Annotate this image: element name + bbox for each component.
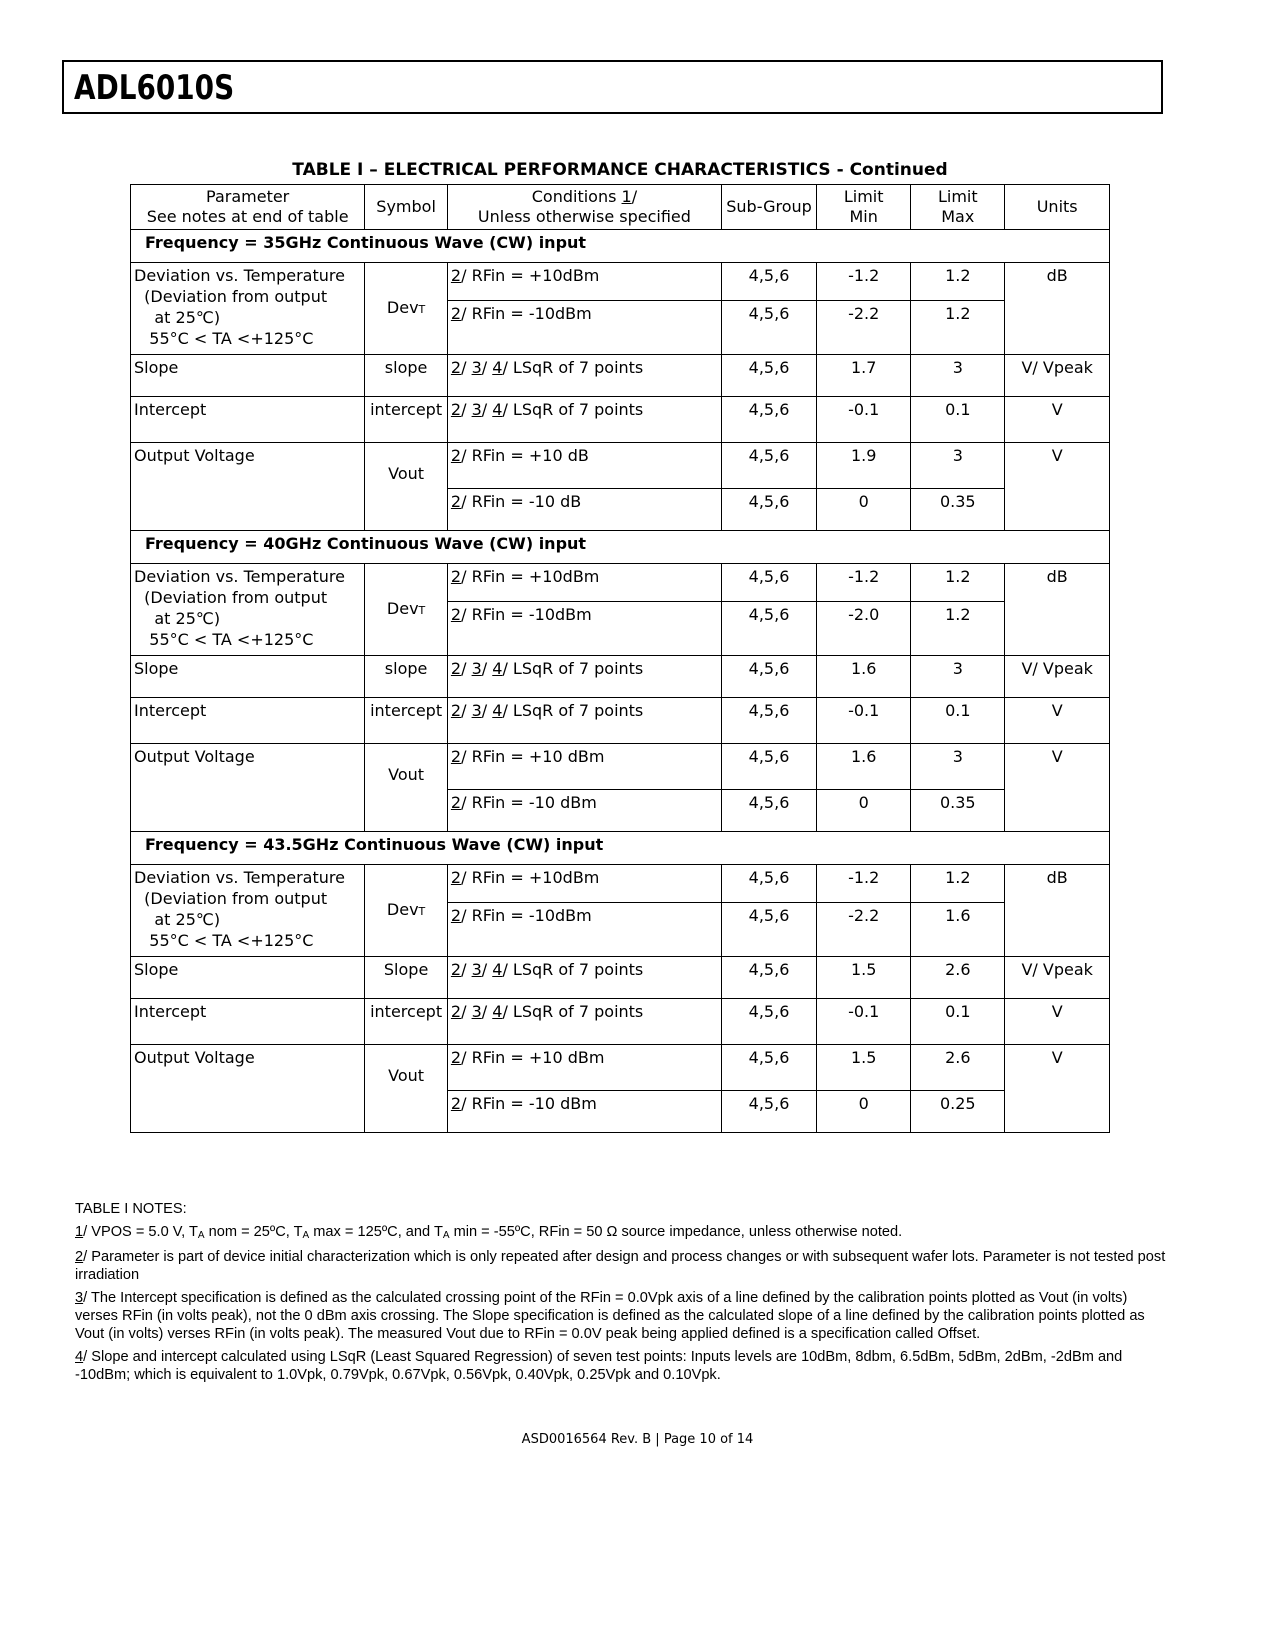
note-ref: 4 xyxy=(492,1002,503,1021)
note-ref-slash: / xyxy=(481,659,493,678)
symbol-text: Dev xyxy=(386,599,419,618)
subgroup-cell: 4,5,6 xyxy=(721,1091,816,1133)
param-output-voltage: Output Voltage xyxy=(131,443,365,531)
param-slope: Slope xyxy=(131,656,365,698)
note-text: nom = 25ºC, T xyxy=(204,1224,303,1240)
param-intercept: Intercept xyxy=(131,397,365,443)
limit-min-cell: -0.1 xyxy=(817,397,911,443)
note-ref-slash: / xyxy=(502,701,508,720)
limit-max-cell: 0.35 xyxy=(911,489,1005,531)
limit-max-cell: 0.35 xyxy=(911,790,1005,832)
symbol-vout: Vout xyxy=(365,744,448,832)
note-ref-slash: / xyxy=(461,868,467,887)
table-row xyxy=(131,397,1110,443)
symbol-subscript: T xyxy=(418,604,426,617)
col-header-limit-min xyxy=(817,185,911,230)
symbol-devt xyxy=(365,564,448,656)
table-row xyxy=(131,957,1110,999)
condition-cell xyxy=(447,957,721,999)
note-text: max = 125ºC, and T xyxy=(309,1224,443,1240)
subgroup-cell: 4,5,6 xyxy=(721,355,816,397)
table-row xyxy=(131,999,1110,1045)
subgroup-cell: 4,5,6 xyxy=(721,489,816,531)
note-ref: 2 xyxy=(450,747,462,766)
param-deviation: Deviation vs. Temperature (Deviation from output at 25℃) 55°C < TA <+125°C xyxy=(131,263,365,355)
subgroup-cell: 4,5,6 xyxy=(721,865,816,903)
symbol-devt xyxy=(365,865,448,957)
note-subscript: A xyxy=(197,1230,205,1241)
condition-cell xyxy=(447,564,721,602)
conditions-label: Conditions xyxy=(531,187,622,206)
note-ref-slash: / xyxy=(481,358,493,377)
col-header-parameter xyxy=(131,185,365,230)
limit-max-cell: 0.1 xyxy=(911,999,1005,1045)
note-ref-slash: / xyxy=(461,906,467,925)
symbol-slope: slope xyxy=(365,656,448,698)
note-item xyxy=(75,1289,1170,1343)
condition-text: LSqR of 7 points xyxy=(507,659,644,678)
note-ref: 2 xyxy=(450,960,462,979)
note-ref-slash: / xyxy=(461,793,467,812)
subgroup-cell: 4,5,6 xyxy=(721,999,816,1045)
note-ref: 2 xyxy=(450,701,462,720)
condition-cell xyxy=(447,602,721,656)
param-intercept: Intercept xyxy=(131,999,365,1045)
limit-max-cell: 3 xyxy=(911,355,1005,397)
symbol-text: Dev xyxy=(386,900,419,919)
symbol-intercept: intercept xyxy=(365,698,448,744)
limit-min-cell: 0 xyxy=(817,489,911,531)
condition-text: LSqR of 7 points xyxy=(507,960,644,979)
note-ref: 2 xyxy=(450,400,462,419)
table-row xyxy=(131,443,1110,489)
symbol-intercept: intercept xyxy=(365,999,448,1045)
table-notes xyxy=(75,1200,1170,1384)
table-header-row xyxy=(131,185,1110,230)
note-ref-slash: / xyxy=(502,1002,508,1021)
limit-max-cell: 2.6 xyxy=(911,957,1005,999)
condition-cell xyxy=(447,999,721,1045)
limit-min-cell: -0.1 xyxy=(817,999,911,1045)
note-ref: 2 xyxy=(450,793,462,812)
limit-min-cell: 1.6 xyxy=(817,744,911,790)
note-ref-slash: / xyxy=(461,358,472,377)
subgroup-cell: 4,5,6 xyxy=(721,301,816,355)
section-title: Frequency = 43.5GHz Continuous Wave (CW) input xyxy=(131,832,1110,865)
symbol-subscript: T xyxy=(418,905,426,918)
note-ref: 2 xyxy=(450,1048,462,1067)
condition-cell xyxy=(447,656,721,698)
note-ref-slash: / xyxy=(461,266,467,285)
note-number: 3 xyxy=(75,1290,84,1306)
note-text: / Slope and intercept calculated using LSqR (Least Squared Regression) of seven test points: Inputs levels are 10dBm, 8dbm, 6.5dBm, 5dBm, 2dBm, -2dBm and -10dBm; which is equivalent to 1.0Vpk, 0.79Vpk, 0.67Vpk, 0.56Vpk, 0.40Vpk, 0.25Vpk and 0.10Vpk. xyxy=(75,1349,1123,1383)
units-cell: V xyxy=(1005,999,1110,1045)
note-item xyxy=(75,1223,1170,1243)
table-body xyxy=(131,230,1110,1133)
note-ref: 2 xyxy=(450,266,462,285)
note-ref: 2 xyxy=(450,304,462,323)
part-number: ADL6010S xyxy=(74,68,235,108)
note-ref: 3 xyxy=(471,400,482,419)
note-subscript: A xyxy=(302,1230,310,1241)
subgroup-cell: 4,5,6 xyxy=(721,443,816,489)
note-ref: 4 xyxy=(492,701,503,720)
condition-cell xyxy=(447,744,721,790)
col-header-limit-max-line2: Max xyxy=(941,207,975,226)
col-header-conditions xyxy=(447,185,721,230)
section-title: Frequency = 40GHz Continuous Wave (CW) input xyxy=(131,531,1110,564)
col-header-subgroup: Sub-Group xyxy=(721,185,816,230)
table-row xyxy=(131,263,1110,301)
condition-cell xyxy=(447,865,721,903)
limit-min-cell: 1.7 xyxy=(817,355,911,397)
note-ref: 2 xyxy=(450,906,462,925)
condition-cell xyxy=(447,301,721,355)
subgroup-cell: 4,5,6 xyxy=(721,564,816,602)
note-ref: 2 xyxy=(450,605,462,624)
note-ref: 2 xyxy=(450,567,462,586)
note-ref-slash: / xyxy=(461,400,472,419)
note-ref: 3 xyxy=(471,1002,482,1021)
symbol-text: Dev xyxy=(386,298,419,317)
note-number: 2 xyxy=(75,1249,84,1265)
col-header-limit-max xyxy=(911,185,1005,230)
param-intercept: Intercept xyxy=(131,698,365,744)
limit-min-cell: -2.0 xyxy=(817,602,911,656)
note-ref-slash: / xyxy=(461,492,467,511)
note-ref-slash: / xyxy=(502,960,508,979)
units-cell: V xyxy=(1005,1045,1110,1133)
table-row xyxy=(131,698,1110,744)
param-output-voltage: Output Voltage xyxy=(131,744,365,832)
units-cell: V/ Vpeak xyxy=(1005,957,1110,999)
note-ref: 2 xyxy=(450,446,462,465)
note-ref-slash: / xyxy=(461,1048,467,1067)
units-cell: V xyxy=(1005,698,1110,744)
table-row xyxy=(131,865,1110,903)
note-ref-slash: / xyxy=(461,747,467,766)
table-row xyxy=(131,1045,1110,1091)
note-ref-slash: / xyxy=(481,701,493,720)
note-number: 1 xyxy=(75,1224,84,1240)
col-header-conditions-line1 xyxy=(451,187,718,207)
col-header-limit-min-line1: Limit xyxy=(843,187,884,206)
param-output-voltage: Output Voltage xyxy=(131,1045,365,1133)
note-ref-slash: / xyxy=(461,567,467,586)
limit-max-cell: 2.6 xyxy=(911,1045,1005,1091)
condition-cell xyxy=(447,1045,721,1091)
section-row xyxy=(131,230,1110,263)
limit-max-cell: 1.6 xyxy=(911,903,1005,957)
subgroup-cell: 4,5,6 xyxy=(721,744,816,790)
note-ref-slash: / xyxy=(461,304,467,323)
note-ref-slash: / xyxy=(481,400,493,419)
section-title: Frequency = 35GHz Continuous Wave (CW) input xyxy=(131,230,1110,263)
note-ref: 3 xyxy=(471,358,482,377)
table-row xyxy=(131,744,1110,790)
table-row xyxy=(131,564,1110,602)
units-cell: dB xyxy=(1005,263,1110,355)
limit-max-cell: 0.1 xyxy=(911,698,1005,744)
table-row xyxy=(131,656,1110,698)
note-ref: 2 xyxy=(450,659,462,678)
condition-cell xyxy=(447,443,721,489)
condition-text: RFin = -10dBm xyxy=(466,304,592,323)
condition-text: LSqR of 7 points xyxy=(507,358,644,377)
condition-text: RFin = -10 dBm xyxy=(466,1094,597,1113)
units-cell: V xyxy=(1005,744,1110,832)
section-row xyxy=(131,832,1110,865)
condition-text: RFin = -10 dB xyxy=(466,492,582,511)
limit-min-cell: -1.2 xyxy=(817,263,911,301)
conditions-note-ref: 1 xyxy=(621,187,632,206)
note-ref-slash: / xyxy=(502,358,508,377)
note-ref: 3 xyxy=(471,701,482,720)
condition-cell xyxy=(447,355,721,397)
note-ref-slash: / xyxy=(461,701,472,720)
note-ref: 2 xyxy=(450,1002,462,1021)
limit-min-cell: 0 xyxy=(817,1091,911,1133)
condition-text: LSqR of 7 points xyxy=(507,400,644,419)
limit-min-cell: -2.2 xyxy=(817,301,911,355)
note-text: / VPOS = 5.0 V, T xyxy=(83,1224,198,1240)
note-ref: 2 xyxy=(450,492,462,511)
limit-min-cell: 1.5 xyxy=(817,1045,911,1091)
note-ref-slash: / xyxy=(461,605,467,624)
note-ref-slash: / xyxy=(461,659,472,678)
units-cell: V/ Vpeak xyxy=(1005,355,1110,397)
units-cell: V xyxy=(1005,443,1110,531)
condition-text: RFin = -10dBm xyxy=(466,906,592,925)
note-number: 4 xyxy=(75,1349,84,1365)
limit-min-cell: 1.6 xyxy=(817,656,911,698)
condition-text: RFin = -10 dBm xyxy=(466,793,597,812)
condition-text: LSqR of 7 points xyxy=(507,1002,644,1021)
col-header-limit-max-line1: Limit xyxy=(937,187,978,206)
condition-cell xyxy=(447,263,721,301)
subgroup-cell: 4,5,6 xyxy=(721,263,816,301)
condition-text: RFin = +10 dBm xyxy=(466,747,605,766)
limit-min-cell: 1.9 xyxy=(817,443,911,489)
limit-max-cell: 1.2 xyxy=(911,263,1005,301)
condition-text: RFin = +10dBm xyxy=(466,868,600,887)
condition-text: RFin = -10dBm xyxy=(466,605,592,624)
symbol-vout: Vout xyxy=(365,1045,448,1133)
col-header-parameter-line2: See notes at end of table xyxy=(146,207,349,226)
condition-text: RFin = +10dBm xyxy=(466,567,600,586)
limit-max-cell: 3 xyxy=(911,656,1005,698)
notes-title: TABLE I NOTES: xyxy=(75,1201,187,1217)
note-ref-slash: / xyxy=(461,446,467,465)
note-item xyxy=(75,1348,1170,1384)
performance-table xyxy=(130,184,1110,1133)
condition-cell xyxy=(447,397,721,443)
note-ref-slash: / xyxy=(461,1094,467,1113)
limit-min-cell: -0.1 xyxy=(817,698,911,744)
limit-max-cell: 0.25 xyxy=(911,1091,1005,1133)
header-box xyxy=(62,60,1163,114)
limit-min-cell: -2.2 xyxy=(817,903,911,957)
col-header-parameter-line1: Parameter xyxy=(206,187,290,206)
limit-max-cell: 3 xyxy=(911,443,1005,489)
note-ref: 4 xyxy=(492,358,503,377)
subgroup-cell: 4,5,6 xyxy=(721,698,816,744)
limit-max-cell: 1.2 xyxy=(911,602,1005,656)
note-ref: 4 xyxy=(492,400,503,419)
note-text: / Parameter is part of device initial characterization which is only repeated after design and process changes or with subsequent wafer lots. Parameter is not tested post irradiation xyxy=(75,1249,1166,1283)
limit-max-cell: 0.1 xyxy=(911,397,1005,443)
note-ref: 2 xyxy=(450,1094,462,1113)
symbol-slope: Slope xyxy=(365,957,448,999)
param-slope: Slope xyxy=(131,355,365,397)
subgroup-cell: 4,5,6 xyxy=(721,1045,816,1091)
limit-min-cell: 0 xyxy=(817,790,911,832)
col-header-units: Units xyxy=(1005,185,1110,230)
subgroup-cell: 4,5,6 xyxy=(721,790,816,832)
units-cell: V/ Vpeak xyxy=(1005,656,1110,698)
param-slope: Slope xyxy=(131,957,365,999)
limit-min-cell: -1.2 xyxy=(817,564,911,602)
table-row xyxy=(131,355,1110,397)
param-deviation: Deviation vs. Temperature (Deviation from output at 25℃) 55°C < TA <+125°C xyxy=(131,865,365,957)
limit-max-cell: 1.2 xyxy=(911,301,1005,355)
note-ref-slash: / xyxy=(502,659,508,678)
note-ref: 3 xyxy=(471,960,482,979)
note-text: min = -55ºC, RFin = 50 Ω source impedance, unless otherwise noted. xyxy=(449,1224,903,1240)
note-ref: 3 xyxy=(471,659,482,678)
col-header-conditions-line2: Unless otherwise specified xyxy=(477,207,691,226)
subgroup-cell: 4,5,6 xyxy=(721,957,816,999)
note-ref-slash: / xyxy=(461,1002,472,1021)
note-ref-slash: / xyxy=(481,960,493,979)
table-title: TABLE I – ELECTRICAL PERFORMANCE CHARACTERISTICS - Continued xyxy=(292,160,948,180)
condition-cell xyxy=(447,903,721,957)
limit-min-cell: -1.2 xyxy=(817,865,911,903)
col-header-symbol: Symbol xyxy=(365,185,448,230)
symbol-vout: Vout xyxy=(365,443,448,531)
symbol-subscript: T xyxy=(418,303,426,316)
note-ref: 2 xyxy=(450,358,462,377)
symbol-intercept: intercept xyxy=(365,397,448,443)
subgroup-cell: 4,5,6 xyxy=(721,903,816,957)
limit-max-cell: 3 xyxy=(911,744,1005,790)
param-deviation: Deviation vs. Temperature (Deviation from output at 25℃) 55°C < TA <+125°C xyxy=(131,564,365,656)
note-ref-slash: / xyxy=(502,400,508,419)
page-footer: ASD0016564 Rev. B | Page 10 of 14 xyxy=(521,1432,754,1447)
note-ref-slash: / xyxy=(481,1002,493,1021)
symbol-slope: slope xyxy=(365,355,448,397)
limit-min-cell: 1.5 xyxy=(817,957,911,999)
subgroup-cell: 4,5,6 xyxy=(721,602,816,656)
condition-cell xyxy=(447,489,721,531)
condition-cell xyxy=(447,698,721,744)
note-subscript: A xyxy=(442,1230,450,1241)
condition-text: RFin = +10 dB xyxy=(466,446,589,465)
col-header-limit-min-line2: Min xyxy=(849,207,878,226)
condition-cell xyxy=(447,1091,721,1133)
units-cell: dB xyxy=(1005,865,1110,957)
conditions-slash: / xyxy=(631,187,638,206)
condition-text: RFin = +10 dBm xyxy=(466,1048,605,1067)
section-row xyxy=(131,531,1110,564)
limit-max-cell: 1.2 xyxy=(911,564,1005,602)
limit-max-cell: 1.2 xyxy=(911,865,1005,903)
units-cell: dB xyxy=(1005,564,1110,656)
subgroup-cell: 4,5,6 xyxy=(721,397,816,443)
units-cell: V xyxy=(1005,397,1110,443)
notes-list xyxy=(75,1223,1170,1384)
note-text: / The Intercept specification is defined as the calculated crossing point of the RFin = 0.0Vpk axis of a line defined by the calibration points plotted as Vout (in volts) verses RFin (in volts peak), not the 0 dBm axis crossing. The Slope specification is defined as the calculated slope of a line defined by the calibration points plotted as Vout (in volts) verses RFin (in volts peak). The measured Vout due to RFin = 0.0V peak being applied defined is a specification called Offset. xyxy=(75,1290,1145,1342)
condition-text: RFin = +10dBm xyxy=(466,266,600,285)
note-ref-slash: / xyxy=(461,960,472,979)
symbol-devt xyxy=(365,263,448,355)
condition-cell xyxy=(447,790,721,832)
condition-text: LSqR of 7 points xyxy=(507,701,644,720)
note-item xyxy=(75,1248,1170,1284)
note-ref: 4 xyxy=(492,659,503,678)
note-ref: 2 xyxy=(450,868,462,887)
subgroup-cell: 4,5,6 xyxy=(721,656,816,698)
note-ref: 4 xyxy=(492,960,503,979)
